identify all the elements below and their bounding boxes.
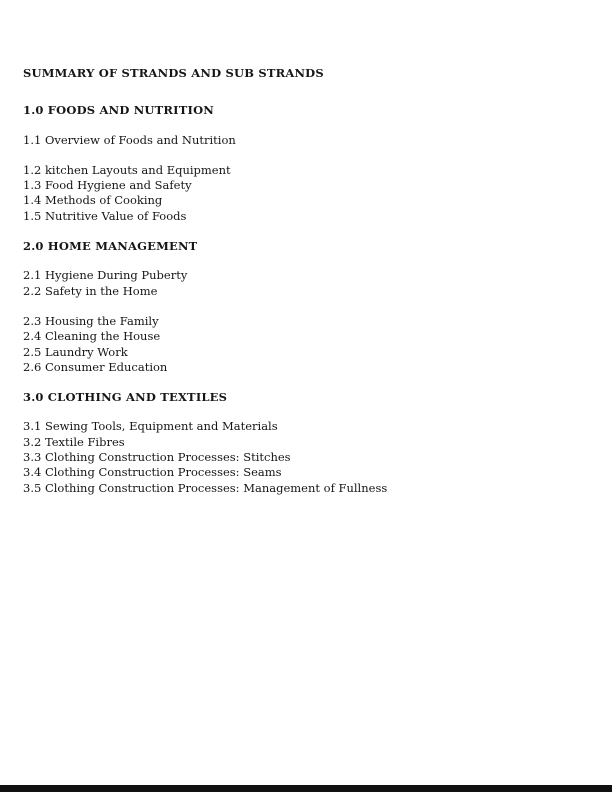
sub-strand-group <box>23 133 576 148</box>
sub-strand-group <box>23 163 576 224</box>
page-bottom-bar <box>0 785 612 792</box>
sub-strand-group <box>23 268 576 299</box>
sub-strand-line: 1.5 Nutritive Value of Foods <box>23 208 187 223</box>
sub-strand-line: 2.2 Safety in the Home <box>23 283 158 298</box>
sub-strand-line: 2.4 Cleaning the House <box>23 329 161 344</box>
sub-strand-line: 2.1 Hygiene During Puberty <box>23 268 188 283</box>
sub-strand-line: 1.1 Overview of Foods and Nutrition <box>23 132 236 147</box>
page-title: SUMMARY OF STRANDS AND SUB STRANDS <box>23 66 324 80</box>
sub-strand-line: 3.4 Clothing Construction Processes: Seams <box>23 465 282 480</box>
sub-strand-line: 2.5 Laundry Work <box>23 344 128 359</box>
sub-strand-line: 2.3 Housing the Family <box>23 313 159 328</box>
sections-container <box>23 103 576 496</box>
section-heading: 2.0 HOME MANAGEMENT <box>23 239 198 254</box>
sub-strand-line: 2.6 Consumer Education <box>23 359 168 374</box>
sub-strand-line: 1.4 Methods of Cooking <box>23 193 163 208</box>
sub-strand-group <box>23 314 576 375</box>
section-heading: 3.0 CLOTHING AND TEXTILES <box>23 390 228 405</box>
sub-strand-group <box>23 419 576 495</box>
section-heading: 1.0 FOODS AND NUTRITION <box>23 103 215 118</box>
sub-strand-line: 3.3 Clothing Construction Processes: Stitches <box>23 450 291 465</box>
sub-strand-line: 3.5 Clothing Construction Processes: Management of Fullness <box>23 480 388 495</box>
sub-strand-line: 1.2 kitchen Layouts and Equipment <box>23 162 231 177</box>
document-content <box>23 66 576 511</box>
sub-strand-line: 1.3 Food Hygiene and Safety <box>23 178 192 193</box>
sub-strand-line: 3.1 Sewing Tools, Equipment and Materials <box>23 419 278 434</box>
sub-strand-line: 3.2 Textile Fibres <box>23 434 125 449</box>
